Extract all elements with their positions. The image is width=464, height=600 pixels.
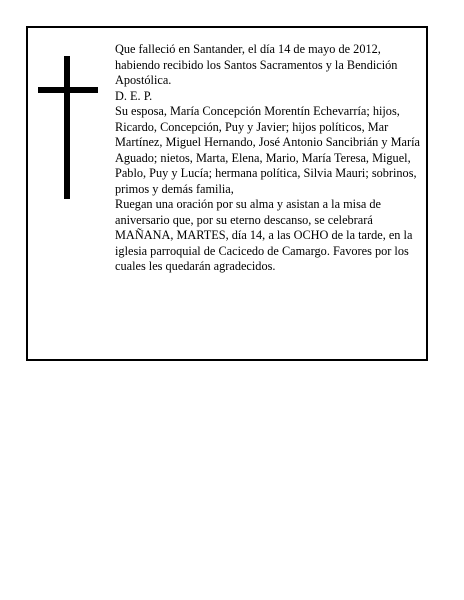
cross-horizontal-bar — [38, 87, 98, 93]
cross-vertical-bar — [64, 56, 70, 199]
latin-cross-icon — [38, 56, 98, 199]
family-list: Su esposa, María Concepción Morentín Echevarría; hijos, Ricardo, Concepción, Puy y Javier; hijos políticos, Mar Martínez, Miguel Hernando, José Antonio Sancibrián y María Aguado; nietos, Marta, Elena, Mario, María Teresa, Miguel, Pablo, Puy y Lucía; hermana política, Silvia Mauri; sobrinos, primos y demás familia, — [115, 104, 420, 196]
mass-invitation: Ruegan una oración por su alma y asistan a la misa de aniversario que, por su eterno descanso, se celebrará MAÑANA, MARTES, día 14, a las OCHO de la tarde, en la iglesia parroquial de Cacicedo de Camargo. Favores por los cuales les quedarán agradecidos. — [115, 197, 413, 273]
notice-text — [115, 42, 421, 275]
rip-abbreviation: D. E. P. — [115, 88, 153, 103]
obituary-notice — [26, 26, 428, 361]
death-announcement: Que falleció en Santander, el día 14 de mayo de 2012, habiendo recibido los Santos Sacramentos y la Bendición Apostólica. — [115, 42, 398, 87]
